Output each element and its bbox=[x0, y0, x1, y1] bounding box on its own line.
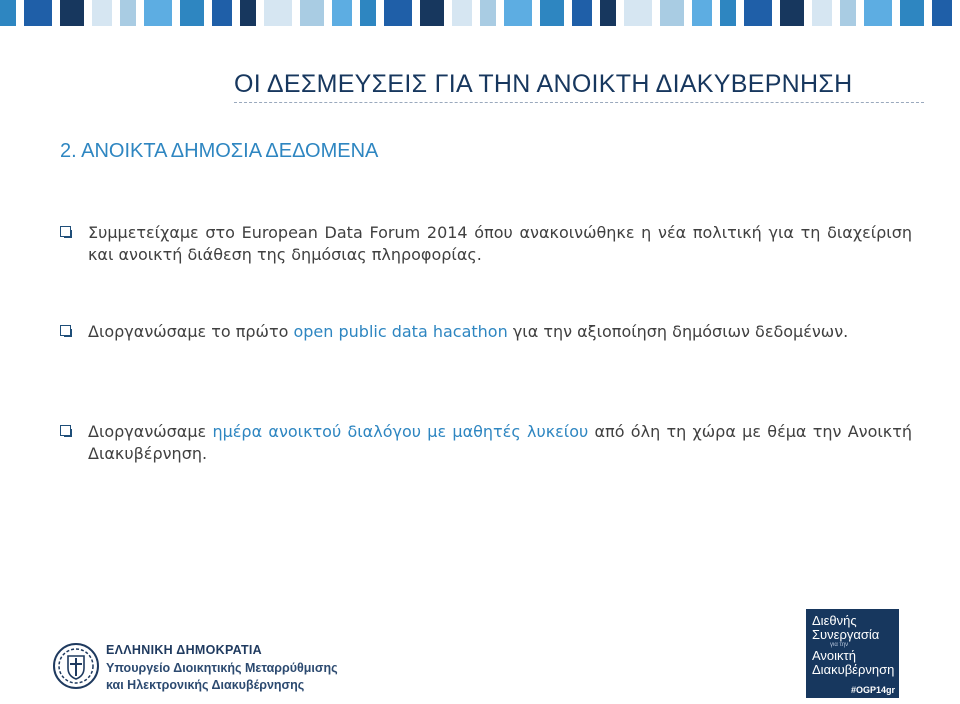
checkbox-bullet-icon bbox=[60, 325, 71, 336]
decorative-square bbox=[212, 0, 232, 26]
decorative-square bbox=[572, 0, 592, 26]
decorative-top-strip bbox=[0, 0, 960, 26]
checkbox-bullet-icon bbox=[60, 226, 71, 237]
ministry-logo-text bbox=[106, 643, 338, 694]
decorative-square bbox=[120, 0, 136, 26]
decorative-square bbox=[480, 0, 496, 26]
decorative-square bbox=[812, 0, 832, 26]
ogp-hashtag: #OGP14gr bbox=[850, 685, 895, 695]
bullet-text bbox=[88, 321, 912, 343]
decorative-square bbox=[900, 0, 924, 26]
decorative-square bbox=[384, 0, 412, 26]
decorative-square bbox=[420, 0, 444, 26]
ogp-line-2: Συνεργασία bbox=[812, 627, 880, 642]
decorative-square bbox=[240, 0, 256, 26]
decorative-square bbox=[300, 0, 324, 26]
ogp-line-4: Διακυβέρνηση bbox=[812, 662, 895, 677]
decorative-square bbox=[660, 0, 684, 26]
decorative-square bbox=[932, 0, 952, 26]
decorative-square bbox=[864, 0, 892, 26]
decorative-square bbox=[624, 0, 652, 26]
ministry-line-1: ΕΛΛΗΝΙΚΗ ΔΗΜΟΚΡΑΤΙΑ bbox=[106, 643, 263, 657]
decorative-square bbox=[840, 0, 856, 26]
ministry-line-2: Υπουργείο Διοικητικής Μεταρρύθμισης bbox=[106, 661, 338, 675]
decorative-square bbox=[720, 0, 736, 26]
ogp-small-text: για την bbox=[830, 642, 849, 648]
decorative-square bbox=[60, 0, 84, 26]
decorative-square bbox=[332, 0, 352, 26]
greek-coat-of-arms-icon bbox=[52, 642, 100, 690]
bullet-text-after: για την αξιοποίηση δημόσιων δεδομένων. bbox=[507, 322, 849, 341]
decorative-square bbox=[144, 0, 172, 26]
bullet-highlight: open public data hacathon bbox=[293, 322, 508, 341]
bullet-text bbox=[88, 421, 912, 465]
bullet-text: Συμμετείχαμε στο European Data Forum 2014 όπου ανακοινώθηκε η νέα πολιτική για τη διαχείριση και ανοικτή διάθεση της δημόσιας πληροφορίας. bbox=[88, 223, 912, 264]
decorative-square bbox=[504, 0, 532, 26]
decorative-square bbox=[780, 0, 804, 26]
decorative-square bbox=[92, 0, 112, 26]
decorative-square bbox=[264, 0, 292, 26]
ogp-line-3: Ανοικτή bbox=[812, 648, 856, 663]
title-divider bbox=[234, 102, 924, 103]
decorative-square bbox=[744, 0, 772, 26]
decorative-square bbox=[360, 0, 376, 26]
decorative-square bbox=[24, 0, 52, 26]
ministry-line-3: και Ηλεκτρονικής Διακυβέρνησης bbox=[106, 678, 305, 692]
ogp-line-1: Διεθνής bbox=[812, 613, 857, 628]
bullet-highlight: ημέρα ανοικτού διαλόγου με μαθητές λυκείου bbox=[212, 422, 589, 441]
decorative-square bbox=[180, 0, 204, 26]
checkbox-bullet-icon bbox=[60, 425, 71, 436]
decorative-square bbox=[0, 0, 16, 26]
bullet-text-before: Διοργανώσαμε bbox=[88, 422, 213, 441]
decorative-square bbox=[540, 0, 564, 26]
bullet-text-before: Διοργανώσαμε το πρώτο bbox=[88, 322, 294, 341]
bullet-item bbox=[60, 222, 912, 266]
slide-title: ΟΙ ΔΕΣΜΕΥΣΕΙΣ ΓΙΑ ΤΗΝ ΑΝΟΙΚΤΗ ΔΙΑΚΥΒΕΡΝΗΣΗ bbox=[234, 70, 853, 98]
decorative-square bbox=[452, 0, 472, 26]
decorative-square bbox=[600, 0, 616, 26]
bullet-item bbox=[60, 421, 912, 465]
decorative-square bbox=[692, 0, 712, 26]
bullet-text-after: από όλη τη χώρα με θέμα την Ανοικτή Διακυβέρνηση. bbox=[88, 422, 912, 463]
ogp-logo bbox=[806, 609, 899, 698]
bullet-item bbox=[60, 321, 912, 343]
section-subtitle: 2. ΑΝΟΙΚΤΑ ΔΗΜΟΣΙΑ ΔΕΔΟΜΕΝΑ bbox=[60, 140, 379, 162]
